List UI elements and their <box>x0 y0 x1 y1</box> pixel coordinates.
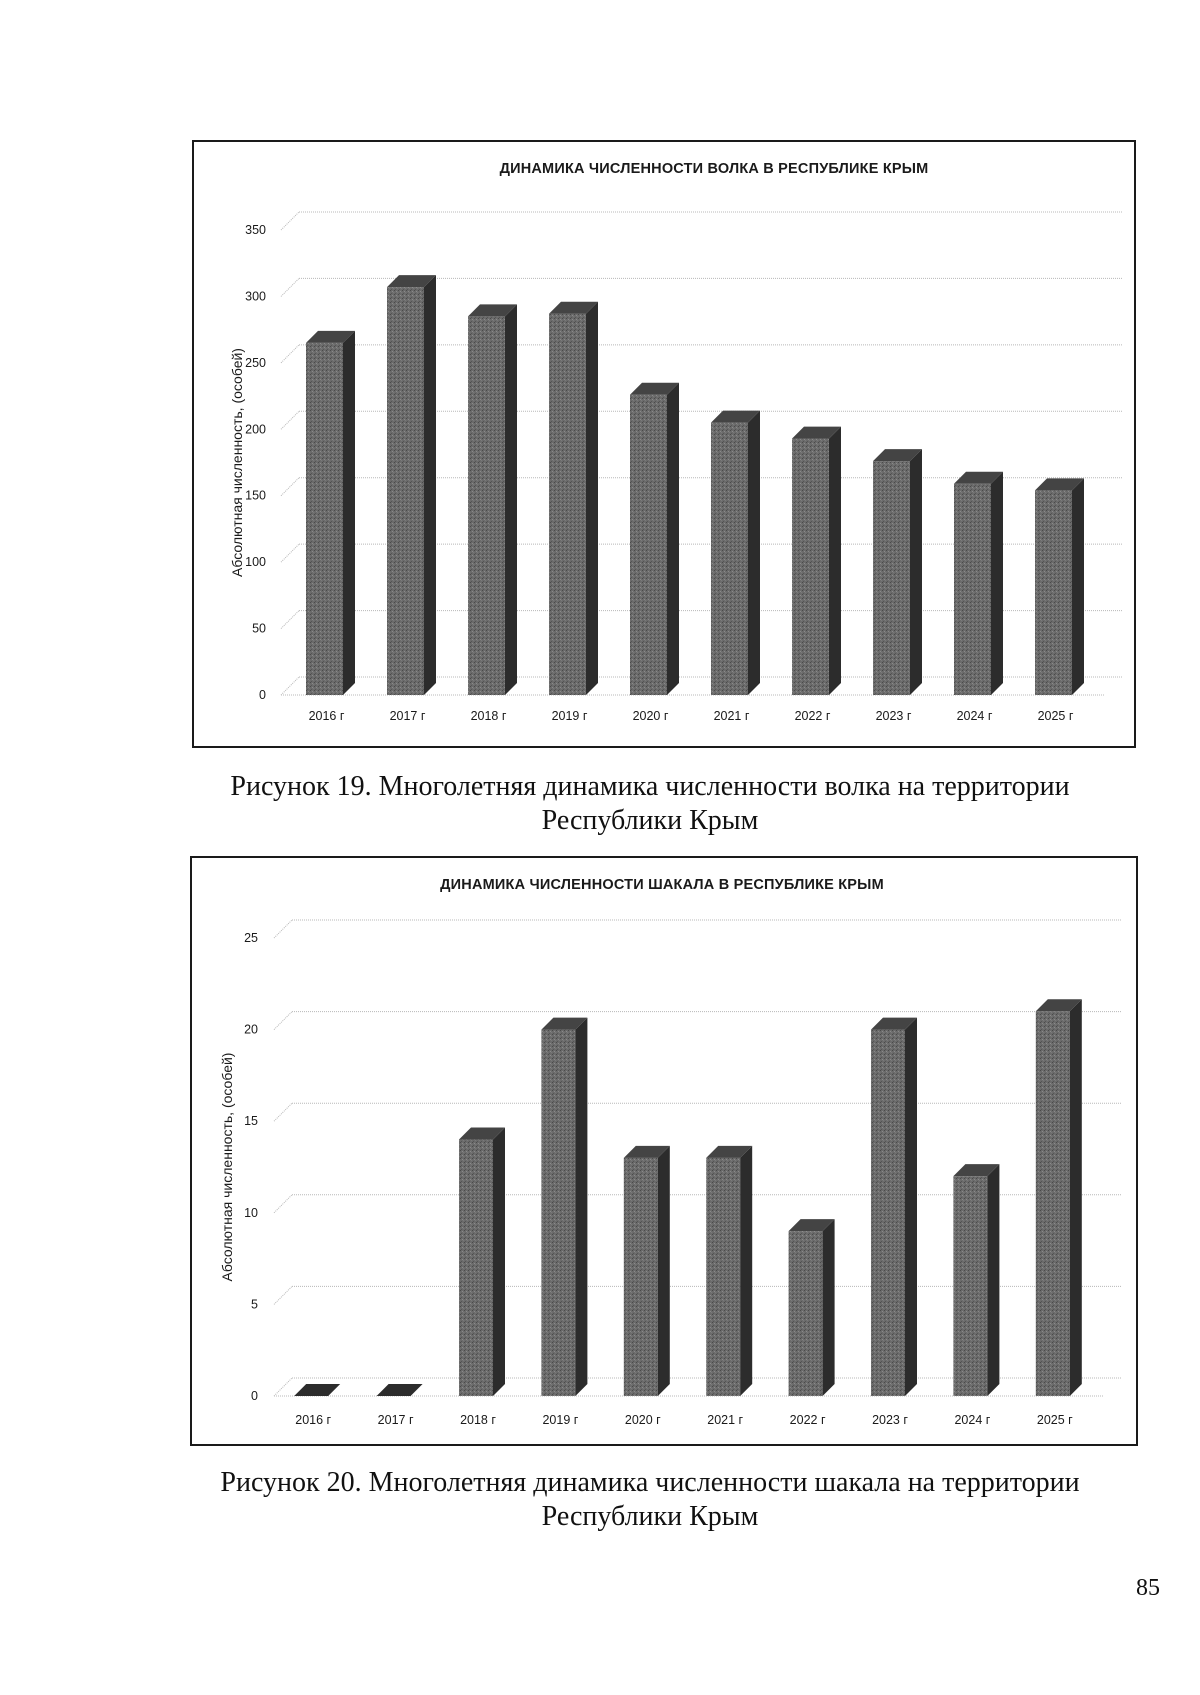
gridline-diagonal <box>281 478 299 496</box>
x-tick-label: 2024 г <box>956 709 993 723</box>
bar-side <box>823 1219 835 1396</box>
x-tick-label: 2023 г <box>875 709 912 723</box>
x-tick-label: 2025 г <box>1036 1413 1073 1427</box>
bar-front <box>468 316 505 695</box>
chart-title: ДИНАМИКА ЧИСЛЕННОСТИ ВОЛКА В РЕСПУБЛИКЕ КРЫМ <box>499 161 929 177</box>
gridline-diagonal <box>281 345 299 363</box>
figure-19-caption-line-1: Рисунок 19. Многолетняя динамика численности волка на территории <box>230 771 1070 802</box>
bar <box>792 427 841 695</box>
gridline-diagonal <box>281 544 299 562</box>
bar <box>459 1128 505 1396</box>
bar-side <box>667 383 679 695</box>
jackal-population-chart <box>192 858 1136 1444</box>
bar <box>630 383 679 695</box>
bar <box>306 331 355 695</box>
bar <box>624 1146 670 1396</box>
wolf-population-chart <box>194 142 1134 746</box>
bar <box>871 1018 917 1396</box>
x-tick-label: 2020 г <box>632 709 669 723</box>
x-tick-label: 2022 г <box>794 709 831 723</box>
bar <box>294 1384 340 1396</box>
gridline-diagonal <box>281 411 299 429</box>
y-tick-label: 150 <box>245 488 266 503</box>
y-axis-label: Абсолютная численность, (особей) <box>219 1052 235 1282</box>
bar-front <box>549 314 586 695</box>
bar <box>549 302 598 695</box>
bar <box>873 449 922 695</box>
bar-side <box>424 275 436 695</box>
gridline-diagonal <box>274 1012 292 1030</box>
bar <box>711 411 760 695</box>
gridline-diagonal <box>274 1195 292 1213</box>
bar-side <box>987 1164 999 1396</box>
y-tick-label: 100 <box>245 555 266 570</box>
bar-front <box>624 1158 658 1396</box>
y-axis-label: Абсолютная численность, (особей) <box>229 348 245 577</box>
bar-front <box>541 1030 575 1396</box>
wolf-chart-frame <box>192 140 1136 748</box>
bar <box>541 1018 587 1396</box>
bar-side <box>829 427 841 695</box>
bar-side <box>343 331 355 695</box>
bar-side <box>575 1018 587 1396</box>
page-number: 85 <box>1136 1575 1160 1601</box>
gridline-diagonal <box>274 1103 292 1121</box>
gridline-diagonal <box>274 1378 292 1396</box>
bar-front <box>1035 490 1072 695</box>
gridline-diagonal <box>281 212 299 230</box>
gridline-diagonal <box>281 677 299 695</box>
bar-top <box>377 1384 423 1396</box>
bar <box>789 1219 835 1396</box>
x-tick-label: 2017 г <box>389 709 426 723</box>
bar-side <box>748 411 760 695</box>
bar-front <box>387 287 424 695</box>
bar-front <box>306 343 343 695</box>
bar <box>953 1164 999 1396</box>
x-tick-label: 2019 г <box>551 709 588 723</box>
bar <box>468 304 517 695</box>
bar-side <box>991 472 1003 695</box>
y-tick-label: 0 <box>259 688 266 702</box>
bar-front <box>871 1030 905 1396</box>
gridline-diagonal <box>274 1286 292 1304</box>
bar <box>954 472 1003 695</box>
bar-side <box>1070 999 1082 1396</box>
bar <box>387 275 436 695</box>
y-tick-label: 250 <box>245 355 266 370</box>
x-tick-label: 2018 г <box>470 709 507 723</box>
x-tick-label: 2016 г <box>295 1413 332 1427</box>
bar-front <box>873 461 910 695</box>
figure-20-caption <box>150 1466 1150 1534</box>
gridline-diagonal <box>281 611 299 629</box>
figure-19-caption-line-2: Республики Крым <box>541 805 759 836</box>
bar <box>377 1384 423 1396</box>
bar-side <box>586 302 598 695</box>
y-tick-label: 0 <box>251 1389 258 1403</box>
y-tick-label: 10 <box>244 1205 258 1220</box>
bar-side <box>505 304 517 695</box>
y-tick-label: 15 <box>244 1114 258 1129</box>
figure-20-caption-line-2: Республики Крым <box>541 1501 759 1532</box>
x-tick-label: 2025 г <box>1037 709 1074 723</box>
x-tick-label: 2017 г <box>377 1413 414 1427</box>
bar-front <box>953 1176 987 1396</box>
bar-front <box>711 423 748 695</box>
bar-front <box>954 484 991 695</box>
y-tick-label: 350 <box>245 223 266 237</box>
y-tick-label: 300 <box>245 289 266 304</box>
x-tick-label: 2024 г <box>954 1413 991 1427</box>
bar <box>1035 478 1084 695</box>
gridline-diagonal <box>281 278 299 296</box>
bar-front <box>789 1231 823 1396</box>
bar-front <box>792 439 829 695</box>
y-tick-label: 200 <box>245 422 266 437</box>
x-tick-label: 2021 г <box>713 709 750 723</box>
figure-19-caption <box>150 770 1150 838</box>
jackal-chart-frame <box>190 856 1138 1446</box>
bar-side <box>1072 478 1084 695</box>
x-tick-label: 2016 г <box>308 709 345 723</box>
bar-front <box>459 1140 493 1396</box>
bar <box>1036 999 1082 1396</box>
bar-side <box>493 1128 505 1396</box>
y-tick-label: 20 <box>244 1022 258 1037</box>
bar-side <box>658 1146 670 1396</box>
x-tick-label: 2022 г <box>789 1413 826 1427</box>
gridline-diagonal <box>274 920 292 938</box>
x-tick-label: 2020 г <box>624 1413 661 1427</box>
x-tick-label: 2018 г <box>460 1413 496 1427</box>
bar-side <box>740 1146 752 1396</box>
x-tick-label: 2021 г <box>707 1413 744 1427</box>
bar <box>706 1146 752 1396</box>
bar-side <box>905 1018 917 1396</box>
bar-front <box>630 395 667 695</box>
bar-side <box>910 449 922 695</box>
x-tick-label: 2019 г <box>542 1413 579 1427</box>
bar-front <box>1036 1011 1070 1396</box>
y-tick-label: 25 <box>244 931 258 945</box>
x-tick-label: 2023 г <box>872 1413 908 1427</box>
bar-top <box>294 1384 340 1396</box>
y-tick-label: 5 <box>251 1297 258 1312</box>
chart-title: ДИНАМИКА ЧИСЛЕННОСТИ ШАКАЛА В РЕСПУБЛИКЕ КРЫМ <box>440 877 884 893</box>
figure-20-caption-line-1: Рисунок 20. Многолетняя динамика численности шакала на территории <box>220 1467 1080 1498</box>
bar-front <box>706 1158 740 1396</box>
y-tick-label: 50 <box>252 621 266 636</box>
